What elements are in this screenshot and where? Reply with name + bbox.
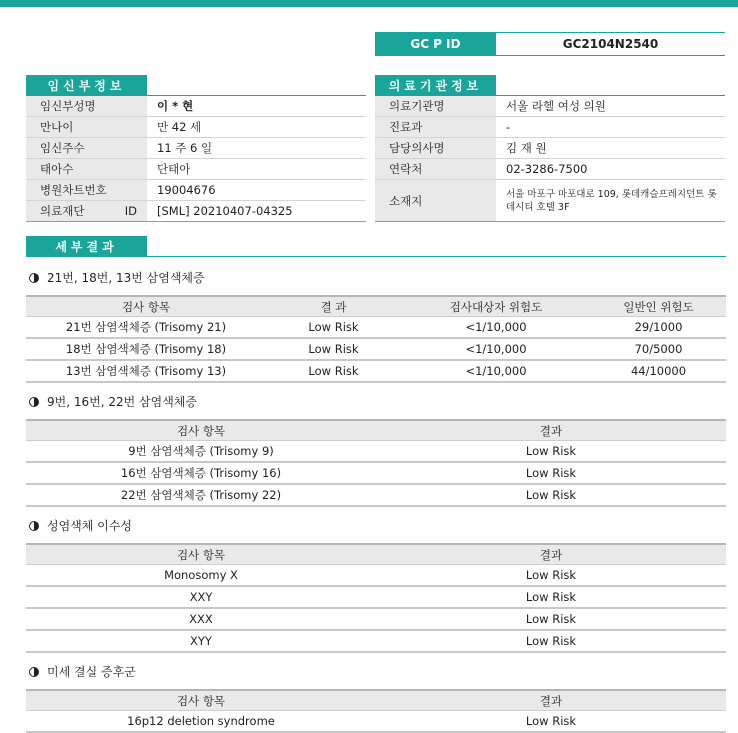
header-general-risk: 일반인 위험도 <box>591 296 726 317</box>
section2-title <box>29 393 197 410</box>
hospital-name-row <box>375 96 725 117</box>
department-row <box>375 117 725 138</box>
result-cell: Low Risk <box>376 484 726 506</box>
test-item-cell: Monosomy X <box>26 565 376 587</box>
fetus-count-label: 태아수 <box>26 159 147 180</box>
general-risk-cell: 29/1000 <box>591 317 726 339</box>
result-cell: Low Risk <box>376 441 726 463</box>
general-risk-cell: 70/5000 <box>591 338 726 360</box>
header-test-item: 검사 항목 <box>26 690 376 711</box>
test-item-cell: 16번 삼염색체증 (Trisomy 16) <box>26 462 376 484</box>
table-row <box>26 338 726 360</box>
doctor-value: 김 재 원 <box>496 138 725 159</box>
section3-title-text: 성염색체 이수성 <box>47 519 132 533</box>
header-test-item: 검사 항목 <box>26 420 376 441</box>
patient-name-label: 임신부성명 <box>26 96 147 117</box>
table-header-row <box>26 420 726 441</box>
detail-results-header: 세부결과 <box>26 236 147 256</box>
gcp-id-box <box>375 32 725 56</box>
header-result: 결과 <box>376 544 726 565</box>
result-cell: Low Risk <box>376 462 726 484</box>
header-subject-risk: 검사대상자 위험도 <box>401 296 591 317</box>
doctor-label: 담당의사명 <box>375 138 496 159</box>
header-test-item: 검사 항목 <box>26 296 266 317</box>
gestational-week-row <box>26 138 366 159</box>
hospital-name-value: 서울 라헬 여성 의원 <box>496 96 725 117</box>
table-row <box>26 630 726 652</box>
header-result: 결 과 <box>266 296 401 317</box>
hospital-name-label: 의료기관명 <box>375 96 496 117</box>
subject-risk-cell: <1/10,000 <box>401 338 591 360</box>
table-row <box>26 484 726 506</box>
header-result: 결과 <box>376 420 726 441</box>
result-cell: Low Risk <box>266 338 401 360</box>
foundation-id-value: [SML] 20210407-04325 <box>147 201 366 222</box>
chart-number-row <box>26 180 366 201</box>
half-circle-icon <box>29 273 39 283</box>
test-item-cell: 13번 삼염색체증 (Trisomy 13) <box>26 360 266 382</box>
test-item-cell: XYY <box>26 630 376 652</box>
table-header-row <box>26 544 726 565</box>
table-row <box>26 441 726 463</box>
table-row <box>26 608 726 630</box>
section2-title-text: 9번, 16번, 22번 삼염색체증 <box>47 395 197 409</box>
test-item-cell: 18번 삼염색체증 (Trisomy 18) <box>26 338 266 360</box>
gcp-id-value: GC2104N2540 <box>562 37 659 51</box>
table-header-row <box>26 690 726 711</box>
section3-title <box>29 517 132 534</box>
section1-title <box>29 269 205 286</box>
subject-risk-cell: <1/10,000 <box>401 317 591 339</box>
table-row <box>26 586 726 608</box>
result-cell: Low Risk <box>376 586 726 608</box>
header-result: 결과 <box>376 690 726 711</box>
patient-info-table <box>26 96 366 222</box>
result-cell: Low Risk <box>376 565 726 587</box>
patient-name-row <box>26 96 366 117</box>
detail-results-rule <box>26 256 726 257</box>
table-row <box>26 565 726 587</box>
hospital-info-table <box>375 96 725 222</box>
doctor-row <box>375 138 725 159</box>
result-cell: Low Risk <box>266 317 401 339</box>
table-row <box>26 360 726 382</box>
address-label: 소재지 <box>375 180 496 222</box>
contact-row <box>375 159 725 180</box>
patient-age-label: 만나이 <box>26 117 147 138</box>
table-row <box>26 462 726 484</box>
gcp-id-label: GC P ID <box>375 33 496 55</box>
fetus-count-row <box>26 159 366 180</box>
microdeletion-table <box>26 689 726 733</box>
half-circle-icon <box>29 521 39 531</box>
test-item-cell: 21번 삼염색체증 (Trisomy 21) <box>26 317 266 339</box>
subject-risk-cell: <1/10,000 <box>401 360 591 382</box>
section1-title-text: 21번, 18번, 13번 삼염색체증 <box>47 271 205 285</box>
department-value: - <box>496 117 725 138</box>
table-row <box>26 317 726 339</box>
fetus-count-value: 단태아 <box>147 159 366 180</box>
test-item-cell: 16p12 deletion syndrome <box>26 711 376 733</box>
address-row <box>375 180 725 222</box>
patient-name-value: 이 * 현 <box>147 96 366 117</box>
hospital-info-header: 의료기관정보 <box>375 75 496 95</box>
gestational-week-label: 임신주수 <box>26 138 147 159</box>
general-risk-cell: 44/10000 <box>591 360 726 382</box>
result-cell: Low Risk <box>376 630 726 652</box>
gestational-week-value: 11 주 6 일 <box>147 138 366 159</box>
section4-title <box>29 663 136 680</box>
patient-age-row <box>26 117 366 138</box>
result-cell: Low Risk <box>266 360 401 382</box>
half-circle-icon <box>29 667 39 677</box>
test-item-cell: XXY <box>26 586 376 608</box>
contact-label: 연락처 <box>375 159 496 180</box>
trisomy-21-18-13-table <box>26 295 726 383</box>
chart-number-value: 19004676 <box>147 180 366 201</box>
result-cell: Low Risk <box>376 608 726 630</box>
top-accent-bar <box>0 0 738 7</box>
result-cell: Low Risk <box>376 711 726 733</box>
patient-age-value: 만 42 세 <box>147 117 366 138</box>
table-header-row <box>26 296 726 317</box>
table-row <box>26 711 726 733</box>
foundation-id-row <box>26 201 366 222</box>
half-circle-icon <box>29 397 39 407</box>
test-item-cell: 9번 삼염색체증 (Trisomy 9) <box>26 441 376 463</box>
chart-number-label: 병원차트번호 <box>26 180 147 201</box>
patient-info-header: 임신부정보 <box>26 75 147 95</box>
test-item-cell: XXX <box>26 608 376 630</box>
address-value: 서울 마포구 마포대로 109, 롯데캐슬프레지던트 롯데시티 호텔 3F <box>496 180 725 222</box>
department-label: 진료과 <box>375 117 496 138</box>
contact-value: 02-3286-7500 <box>496 159 725 180</box>
header-test-item: 검사 항목 <box>26 544 376 565</box>
section4-title-text: 미세 결실 증후군 <box>47 665 136 679</box>
foundation-id-label: 의료재단 ID <box>26 201 147 222</box>
trisomy-9-16-22-table <box>26 419 726 507</box>
test-item-cell: 22번 삼염색체증 (Trisomy 22) <box>26 484 376 506</box>
sex-chromosome-table <box>26 543 726 653</box>
